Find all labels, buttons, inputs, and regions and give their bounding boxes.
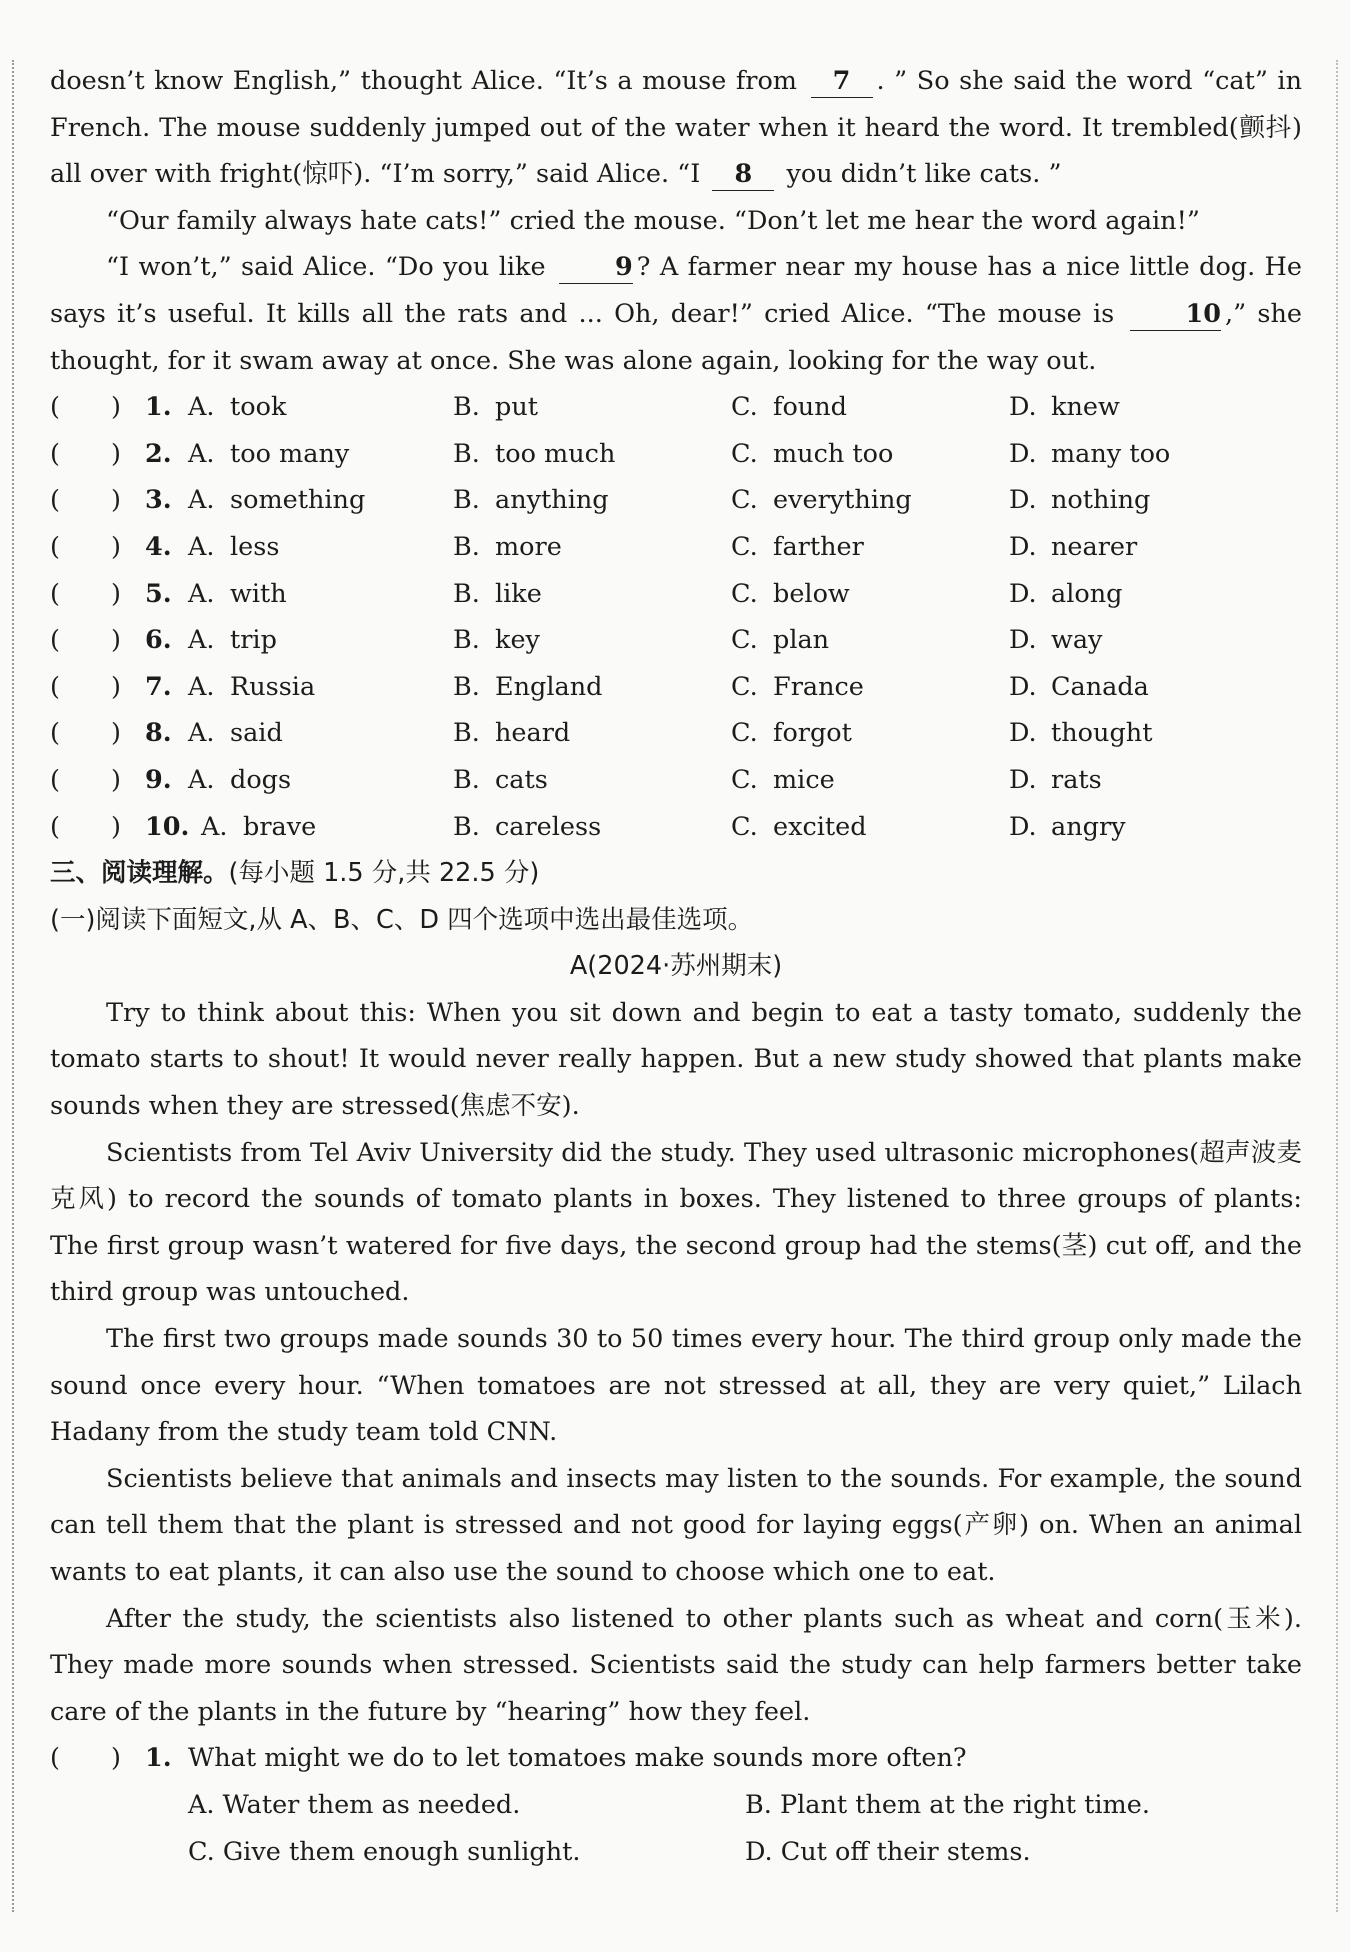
option-row [50,804,1302,851]
option-c[interactable]: C. below [731,578,850,609]
option-row [50,710,1302,757]
option-row [50,524,1302,571]
answer-bracket[interactable]: ( ) [50,438,121,469]
option-a[interactable]: A. trip [188,625,277,656]
option-d[interactable]: D. nearer [1009,531,1138,562]
question-number: 7. [145,671,172,702]
option-b[interactable]: B. key [453,625,540,656]
binding-margin-left [12,60,14,1912]
option-c[interactable]: C. found [731,392,847,423]
answer-option-a[interactable]: A. Water them as needed. [188,1789,521,1820]
option-row [50,757,1302,804]
section-score-note: (每小题 1.5 分,共 22.5 分) [228,858,540,889]
option-row [50,571,1302,618]
question-number: 10. [145,811,190,842]
cloze-paragraph-2: “Our family always hate cats!” cried the mouse. “Don’t let me hear the word again!” [106,205,1200,236]
option-d[interactable]: D. way [1009,625,1103,656]
passage-paragraph: Scientists from Tel Aviv University did the study. They used ultrasonic microphones(超声波麦克风) to record the sounds of tomato plants in boxes. They listened to three groups of plants: The first group wasn’t watered for five days, the second group had the stems(茎) cut off, and the third group was untouched. [50,1137,1302,1308]
option-a[interactable]: A. less [188,531,280,562]
question-number: 8. [145,718,172,749]
answer-option-b[interactable]: B. Plant them at the right time. [745,1789,1150,1820]
option-c[interactable]: C. farther [731,531,864,562]
question-number: 5. [145,578,172,609]
option-c[interactable]: C. everything [731,485,912,516]
option-d[interactable]: D. nothing [1009,485,1151,516]
option-a[interactable]: A. something [188,485,366,516]
option-d[interactable]: D. angry [1009,811,1126,842]
section-instructions: (一)阅读下面短文,从 A、B、C、D 四个选项中选出最佳选项。 [50,904,754,935]
answer-bracket[interactable]: ( ) [50,671,121,702]
option-d[interactable]: D. along [1009,578,1123,609]
option-a[interactable]: A. with [188,578,287,609]
option-a[interactable]: A. brave [201,811,317,842]
answer-row [50,1782,1302,1829]
option-b[interactable]: B. England [453,671,603,702]
question-number: 2. [145,438,172,469]
option-row [50,617,1302,664]
passage-paragraph: Try to think about this: When you sit down and begin to eat a tasty tomato, suddenly the tomato starts to shout! It would never really happen. But a new study showed that plants make sounds when they are stressed(焦虑不安). [50,997,1302,1122]
question-number: 9. [145,764,172,795]
question-number: 1. [145,392,172,423]
option-c[interactable]: C. excited [731,811,867,842]
answer-option-c[interactable]: C. Give them enough sunlight. [188,1836,581,1867]
option-b[interactable]: B. anything [453,485,609,516]
option-d[interactable]: D. rats [1009,764,1102,795]
option-a[interactable]: A. dogs [188,764,292,795]
answer-bracket[interactable]: ( ) [50,625,121,656]
option-a[interactable]: A. said [188,718,283,749]
blank-8[interactable]: 8 [712,158,774,191]
answer-bracket[interactable]: ( ) [50,764,121,795]
option-d[interactable]: D. many too [1009,438,1171,469]
answer-bracket[interactable]: ( ) [50,811,121,842]
cloze-options [50,384,1302,850]
binding-margin-right [1336,60,1338,1912]
passage-title: A(2024·苏州期末) [569,951,783,982]
option-d[interactable]: D. Canada [1009,671,1149,702]
option-row [50,431,1302,478]
blank-7[interactable]: 7 [811,65,873,98]
answer-bracket[interactable]: ( ) [50,485,121,516]
blank-9[interactable]: 9 [559,251,633,284]
option-b[interactable]: B. careless [453,811,602,842]
reading-question-1 [50,1735,1302,1782]
option-c[interactable]: C. forgot [731,718,852,749]
option-row [50,664,1302,711]
question-number: 3. [145,485,172,516]
question-number: 4. [145,531,172,562]
answer-option-d[interactable]: D. Cut off their stems. [745,1836,1031,1867]
option-d[interactable]: D. knew [1009,392,1120,423]
option-a[interactable]: A. too many [188,438,350,469]
answer-bracket[interactable]: ( ) [50,392,121,423]
passage-paragraph: After the study, the scientists also listened to other plants such as wheat and corn(玉米). They made more sounds when stressed. Scientists said the study can help farmers better take care of the plants in the future by “hearing” how they feel. [50,1603,1302,1727]
question-number: 1. [145,1743,172,1774]
option-b[interactable]: B. too much [453,438,616,469]
option-b[interactable]: B. more [453,531,562,562]
option-b[interactable]: B. cats [453,764,548,795]
option-c[interactable]: C. plan [731,625,830,656]
answer-bracket[interactable]: ( ) [50,1743,121,1774]
answer-row [50,1829,1302,1876]
option-b[interactable]: B. put [453,392,538,423]
option-c[interactable]: C. much too [731,438,894,469]
option-b[interactable]: B. heard [453,718,571,749]
option-a[interactable]: A. took [188,392,287,423]
option-row [50,384,1302,431]
passage-paragraph: The first two groups made sounds 30 to 50 times every hour. The third group only made the sound once every hour. “When tomatoes are not stressed at all, they are very quiet,” Lilach Hadany from the study team told CNN. [50,1324,1302,1448]
question-text: What might we do to let tomatoes make sounds more often? [188,1743,967,1774]
cloze-paragraph-1: doesn’t know English,” thought Alice. “It’s a mouse from 7 . ” So she said the word “cat” in French. The mouse suddenly jumped out of the water when it heard the word. It trembled(颤抖) all over with fright(惊吓). “I’m sorry,” said Alice. “I 8 you didn’t like cats. ” [50,66,1302,190]
answer-bracket[interactable]: ( ) [50,531,121,562]
option-c[interactable]: C. France [731,671,864,702]
option-c[interactable]: C. mice [731,764,835,795]
blank-10[interactable]: 10 [1130,298,1222,331]
option-b[interactable]: B. like [453,578,542,609]
option-a[interactable]: A. Russia [188,671,316,702]
question-number: 6. [145,625,172,656]
answer-bracket[interactable]: ( ) [50,578,121,609]
worksheet-content [50,58,1302,1875]
option-row [50,477,1302,524]
answer-bracket[interactable]: ( ) [50,718,121,749]
section-heading: 三、阅读理解。(每小题 1.5 分,共 22.5 分) [50,858,540,889]
passage-paragraph: Scientists believe that animals and insects may listen to the sounds. For example, the sound can tell them that the plant is stressed and not good for laying eggs(产卵) on. When an animal wants to eat plants, it can also use the sound to choose which one to eat. [50,1463,1302,1587]
cloze-paragraph-3: “I won’t,” said Alice. “Do you like 9 ? A farmer near my house has a nice little dog. He says it’s useful. It kills all the rats and ... Oh, dear!” cried Alice. “The mouse is 10 ,” she thought, for it swam away at once. She was alone again, looking for the way out. [50,252,1302,376]
option-d[interactable]: D. thought [1009,718,1153,749]
